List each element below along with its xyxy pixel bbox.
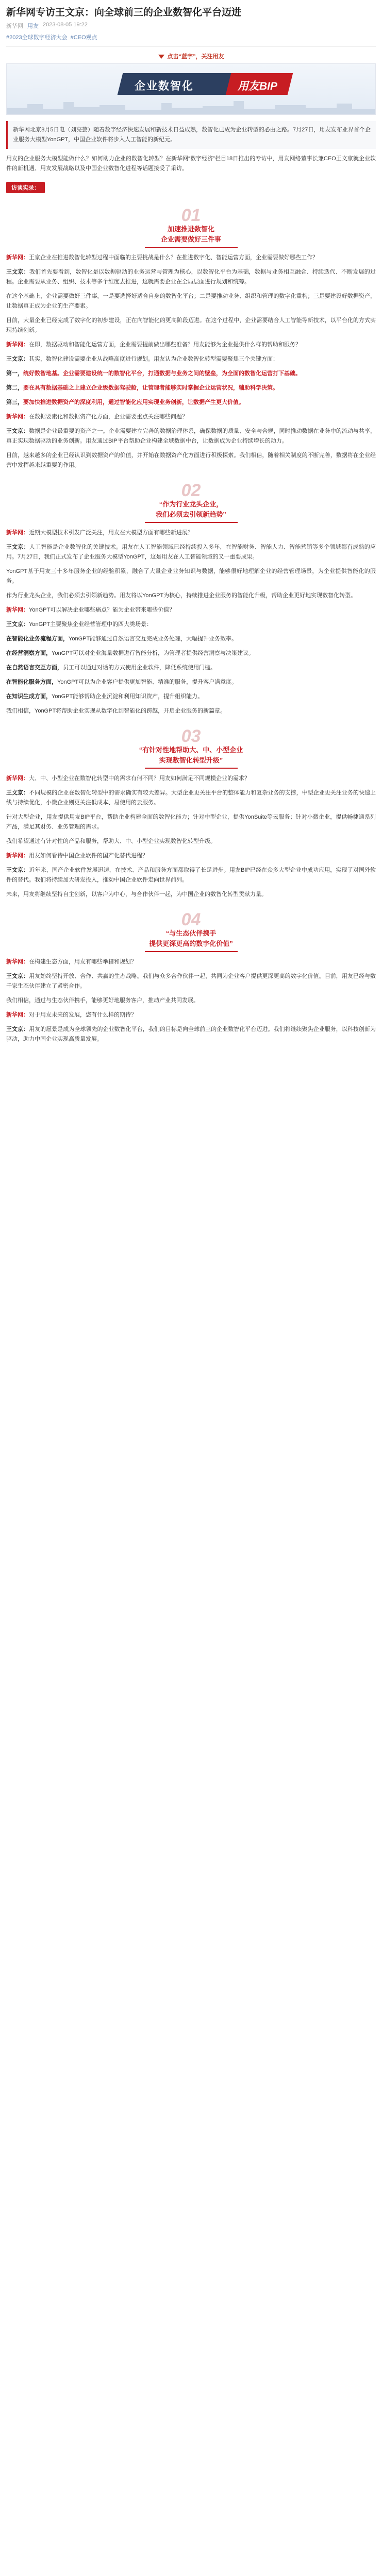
article-date: 2023-08-05 19:22 (43, 22, 88, 28)
arrow-down-icon (158, 55, 164, 59)
speaker-label: 王文京： (6, 867, 29, 873)
paragraph-text: 目前，越来越多的企业已经认识到数据资产的价值，并开始在数据资产化方面进行积极探索。我们相信，随着相关制度的不断完善，数据将在企业经营中发挥越来越重要的作用。 (6, 452, 376, 468)
answer-paragraph (6, 620, 376, 630)
speaker-label: 新华网： (6, 414, 29, 420)
speaker-label: 新华网： (6, 607, 29, 613)
article-page (0, 0, 382, 1064)
article-title: 新华网专访王文京：向全球前三的企业数智化平台迈进 (6, 7, 242, 18)
section-number: 02 (181, 481, 201, 500)
answer-paragraph (6, 649, 376, 658)
answer-paragraph (6, 591, 376, 601)
speaker-label: 第二， (6, 385, 23, 391)
answer-paragraph (6, 837, 376, 846)
answer-paragraph (6, 677, 376, 687)
paragraph-text: YonGPT能够帮助企业沉淀和利用知识资产，提升组织能力。 (52, 693, 204, 700)
banner-right-text: 用友BIP (238, 80, 278, 92)
speaker-label: 新华网： (6, 853, 29, 859)
answer-paragraph (6, 788, 376, 808)
interview-body (6, 207, 376, 1044)
section-title-line1: 加速推进数智化 (167, 225, 214, 233)
paragraph-text: YonGPT主要聚焦企业经营管理中的四大类场景： (29, 621, 153, 628)
speaker-label: 第一， (6, 370, 23, 377)
answer-paragraph (6, 972, 376, 991)
paragraph-text: 用友始终坚持开放、合作、共赢的生态战略。我们与众多合作伙伴一起，共同为企业客户提供更深更高的数字化价值。目前，用友已经与数千家生态伙伴建立了紧密合作。 (6, 973, 376, 989)
paragraph-text: 用友如何看待中国企业软件的国产化替代进程？ (29, 853, 148, 859)
article-source: 新华网 (6, 23, 23, 29)
paragraph-text: 我们希望通过有针对性的产品和服务，帮助大、中、小型企业实现数智化转型升级。 (6, 838, 216, 844)
paragraph-text: 用友的愿景是成为全球领先的企业数智化平台，我们的目标是向全球前三的企业数智化平台迈进。我们将继续聚焦企业服务，以科技创新为驱动，助力中国企业实现高质量发展。 (6, 1026, 376, 1042)
skyline-icon (7, 99, 376, 114)
answer-paragraph (6, 706, 376, 716)
question-paragraph (6, 957, 376, 967)
section-underline (145, 951, 238, 952)
paragraph-text: 不同规模的企业在数智化转型中的需求确实有较大差异。大型企业更关注平台的整体能力和复杂业务的支撑，中型企业更关注业务的快速上线与持续优化，小微企业则更关注低成本、易使用的云服务。 (6, 790, 376, 806)
paragraph-text: YonGPT可以对企业海量数据进行智能分析，为管理者提供经营洞察与决策建议。 (52, 650, 255, 656)
answer-paragraph (6, 369, 376, 379)
qa-block (6, 253, 376, 470)
section-title-line2: 企业需要做好三件事 (160, 235, 221, 243)
speaker-label: 新华网： (6, 255, 29, 261)
paragraph-text: 针对大型企业，用友提供用友BIP平台，帮助企业构建全面的数智化能力；针对中型企业，提供YonSuite等云服务；针对小微企业，提供畅捷通系列产品，满足其财务、业务管理的需求。 (6, 814, 376, 830)
paragraph-text: YonGPT可以解决企业哪些痛点？能为企业带来哪些价值？ (29, 607, 175, 613)
speaker-label: 王文京： (6, 973, 29, 979)
speaker-label: 在知识生成方面， (6, 693, 52, 700)
paragraph-text: 未来，用友将继续坚持自主创新，以客户为中心，与合作伙伴一起，为中国企业的数智化转型贡献力量。 (6, 891, 267, 897)
speaker-label: 在自然语言交互方面， (6, 665, 63, 671)
paragraph-text: 在这个基础上，企业需要做好三件事。一是要选择好适合自身的数智化平台；二是要推动业务、组织和管理的数字化重构；三是要建设好数据资产，让数据真正成为企业的生产要素。 (6, 293, 376, 309)
section-number: 03 (181, 726, 201, 746)
answer-paragraph (6, 567, 376, 586)
speaker-label: 新华网： (6, 530, 29, 536)
answer-paragraph (6, 663, 376, 673)
question-paragraph (6, 528, 376, 538)
section-title-line2: 实现数智化转型升级” (159, 756, 223, 764)
question-paragraph (6, 851, 376, 861)
answer-paragraph (6, 427, 376, 446)
answer-paragraph (6, 383, 376, 393)
paragraph-text: 作为行业龙头企业，我们必须去引领新趋势。用友将以YonGPT为核心，持续推进企业服务的智能化升级，帮助企业更好地实现数智化转型。 (6, 592, 357, 599)
section-number: 01 (181, 206, 201, 225)
answer-paragraph (6, 451, 376, 470)
intro-paragraph: 用友的企业服务大模型能做什么？如何助力企业的数智化转型？在新华网“数字经济”栏目18日推出的专访中，用友网络董事长兼CEO王文京就企业软件的新机遇、用友发展战略以及中国企业数智化进程等话题接受了采访。 (6, 156, 376, 172)
speaker-label: 王文京： (6, 621, 29, 628)
answer-paragraph (6, 692, 376, 702)
tag-link[interactable]: #CEO观点 (70, 35, 97, 41)
brand-banner (6, 63, 376, 115)
paragraph-text: 在构建生态方面，用友有哪些举措和规划？ (29, 959, 137, 965)
paragraph-text: 其实，数智化建设需要企业从战略高度进行规划。用友认为企业数智化转型需要聚焦三个关键方面： (29, 356, 278, 362)
answer-paragraph (6, 812, 376, 832)
paragraph-text: 王京企业在推进数智化转型过程中面临的主要挑战是什么？在推进数字化、智能运营方面，企业需要做好哪些工作？ (29, 255, 318, 261)
paragraph-text: 在数据要素化和数据资产化方面，企业需要重点关注哪些问题？ (29, 414, 188, 420)
answer-paragraph (6, 866, 376, 885)
speaker-label: 王文京： (6, 269, 29, 275)
answer-paragraph (6, 267, 376, 287)
paragraph-text: 要加快推进数据资产的深度利用，通过智能化应用实现业务创新，让数据产生更大价值。 (23, 399, 244, 405)
qa-block (6, 528, 376, 716)
speaker-label: 在智能化服务方面， (6, 679, 57, 685)
paragraph-text: 我们首先要看到，数智化是以数据驱动的业务运营与管理为核心，以数智化平台为基础，数据与业务相互融合、持续迭代、不断发展的过程。企业需要从业务、组织、技术等多个维度去推进，这就需要企业在全局层面进行规划和统筹。 (6, 269, 376, 285)
section-header (6, 727, 376, 769)
question-paragraph (6, 340, 376, 350)
paragraph-text: YonGPT可以为企业客户提供更加智能、精准的服务，提升客户满意度。 (57, 679, 238, 685)
speaker-label: 王文京： (6, 544, 29, 550)
speaker-label: 王文京： (6, 428, 29, 434)
qa-block (6, 957, 376, 1044)
answer-paragraph (6, 543, 376, 562)
section-underline (145, 522, 238, 523)
article-meta (6, 22, 376, 30)
speaker-label: 新华网： (6, 1012, 29, 1018)
question-paragraph (6, 605, 376, 615)
section-underline (145, 768, 238, 769)
paragraph-text: 我们相信，通过与生态伙伴携手，能够更好地服务客户，推动产业共同发展。 (6, 997, 199, 1004)
question-paragraph (6, 253, 376, 263)
answer-paragraph (6, 634, 376, 644)
divider (6, 46, 376, 47)
paragraph-text: YonGPT基于用友三十多年服务企业的经验积累，融合了大量企业业务知识与数据，能够很好地理解企业的经营管理场景，为企业提供智能化的服务。 (6, 568, 376, 584)
answer-paragraph (6, 292, 376, 311)
paragraph-text: 对于用友未来的发展，您有什么样的期待？ (29, 1012, 137, 1018)
answer-paragraph (6, 1025, 376, 1044)
paragraph-text: 人工智能是企业数智化的关键技术。用友在人工智能领域已经持续投入多年，在智能财务、智能人力、智能营销等多个领域都有成熟的应用。7月27日，我们正式发布了企业服务大模型YonGPT，这是用友在人工智能领域的又一重要成果。 (6, 544, 376, 560)
section-header (6, 482, 376, 523)
article-tags (6, 33, 376, 41)
article-author[interactable]: 用友 (27, 23, 39, 29)
section-title-line1: “有针对性地帮助大、中、小型企业 (139, 746, 243, 754)
interview-label: 访谈实录： (6, 182, 45, 193)
question-paragraph (6, 774, 376, 784)
speaker-label: 新华网： (6, 342, 29, 348)
speaker-label: 新华网： (6, 959, 29, 965)
paragraph-text: 目前，大量企业已经完成了数字化的初步建设，正在向智能化的更高阶段迈进。在这个过程中，企业需要结合人工智能等新技术，以平台化的方式实现持续创新。 (6, 317, 376, 333)
speaker-label: 在经营洞察方面， (6, 650, 52, 656)
paragraph-text: YonGPT能够通过自然语言交互完成业务处理，大幅提升业务效率。 (69, 636, 238, 642)
paragraph-text: 近年来，国产企业软件发展迅速，在技术、产品和服务方面都取得了长足进步。用友BIP已经在众多大型企业中成功应用，实现了对国外软件的替代。我们将持续加大研发投入，推动中国企业软件走向世界前列。 (6, 867, 376, 883)
speaker-label: 新华网： (6, 775, 29, 782)
paragraph-text: 员工可以通过对话的方式使用企业软件，降低系统使用门槛。 (63, 665, 216, 671)
section-header (6, 207, 376, 248)
speaker-label: 在智能化业务流程方面， (6, 636, 69, 642)
section-header (6, 911, 376, 952)
lead-paragraph: 新华网北京8月5日电（刘亮芸）随着数字经济快速发展和新技术日益成熟，数智化已成为企业转型的必由之路。7月27日，用友发布业界首个企业服务大模型YonGPT，中国企业软件将步入人工智能的新纪元。 (13, 127, 371, 143)
follow-text: 点击“蓝字”，关注用友 (167, 54, 224, 60)
paragraph-text: 在即，数据驱动和智能化运营方面，企业需要提前做出哪些准备？用友能够为企业提供什么样的帮助和服务？ (29, 342, 301, 348)
answer-paragraph (6, 316, 376, 335)
answer-paragraph (6, 890, 376, 900)
banner-left-text: 企业数智化 (135, 80, 194, 92)
tag-link[interactable]: #2023全球数字经济大会 (6, 35, 68, 41)
paragraph-text: 数据是企业最重要的资产之一。企业需要建立完善的数据治理体系，确保数据的质量、安全与合规，同时推动数据在业务中的流动与共享，真正实现数据驱动的业务创新。用友通过BIP平台帮助企业构建全域数据中台，让数据成为企业持续增长的动力。 (6, 428, 376, 444)
section-title-line1: “与生态伙伴携手 (165, 929, 217, 937)
paragraph-text: 统好数智地基。企业需要建设统一的数智化平台，打通数据与业务之间的壁垒，为全面的数智化运营打下基础。 (23, 370, 301, 377)
speaker-label: 王文京： (6, 1026, 29, 1032)
question-paragraph (6, 1010, 376, 1020)
paragraph-text: 大、中、小型企业在数智化转型中的需求有何不同？用友如何满足不同规模企业的需求？ (29, 775, 250, 782)
follow-prompt[interactable] (6, 52, 376, 60)
answer-paragraph (6, 996, 376, 1006)
speaker-label: 王文京： (6, 790, 29, 796)
speaker-label: 王文京： (6, 356, 29, 362)
paragraph-text: 我们相信，YonGPT将帮助企业实现从数字化到智能化的跨越，开启企业服务的新篇章。 (6, 708, 226, 714)
answer-paragraph (6, 398, 376, 408)
section-title-line2: 提供更深更高的数字化价值” (149, 940, 233, 947)
section-title-line2: 我们必须去引领新趋势” (156, 511, 226, 518)
section-title-line1: “作为行业龙头企业， (159, 500, 223, 508)
question-paragraph (6, 412, 376, 422)
paragraph-text: 近期大模型技术引发广泛关注，用友在大模型方面有哪些新进展？ (29, 530, 193, 536)
paragraph-text: 要在具有数据基础之上建立企业级数据驾驶舱，让管理者能够实时掌握企业运营状况，辅助科学决策。 (23, 385, 278, 391)
lead-box (6, 121, 376, 149)
speaker-label: 第三， (6, 399, 23, 405)
qa-block (6, 774, 376, 900)
section-number: 04 (181, 910, 201, 929)
answer-paragraph (6, 354, 376, 364)
section-underline (145, 247, 238, 248)
